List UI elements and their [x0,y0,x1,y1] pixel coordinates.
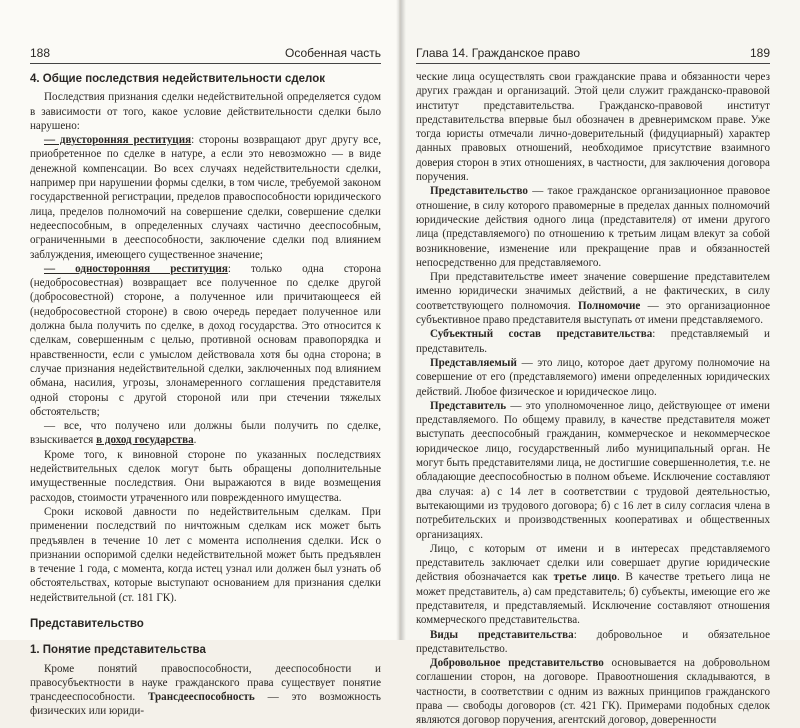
term-kinds: Виды представительства [430,628,574,641]
section-heading-consequences: 4. Общие последствия недействительности сделок [30,73,325,85]
left-page-text [30,70,381,719]
paragraph: Субъектный состав представительства: представляемый и представитель. [416,328,770,355]
right-page-number: 189 [749,46,770,60]
term-authority: Полномочие [578,299,641,312]
paragraph: Добровольное представительство основывается на добровольном соглашении сторон, на договоре. Правоотношения складываются, в частности, в соответствии с одним из важных принципов гражданского права — свободы договоров (ст. 421 ГК). Примерами подобных сделок являются договор поручения, агентский договор, доверенности [416,657,770,727]
paragraph: Виды представительства: добровольное и обязательное представительство. [416,628,771,655]
paragraph: — все, что получено или должны были получить по сделке, взыскивается в доход государства. [30,420,381,447]
right-page-text [416,70,770,728]
paragraph: Лицо, с которым от имени и в интересах представляемого представитель заключает сделки или совершает другие юридические действия обозначается как третье лицо. В качестве третьего лица не может представитель, а) сам представитель; б) субъекты, имеющие его же представителя, и представляемый. Исключение составляют отношения коммерческого представительства. [416,542,770,627]
paragraph: Представляемый — это лицо, которое дает другому полномочие на совершение от его (представляемого) имени определенных юридических действий. Любое физическое и юридическое лицо. [416,356,770,398]
subheading-concept: 1. Понятие представительства [30,644,206,657]
term-representation: Представительство [430,185,528,198]
paragraph: Кроме понятий правоспособности, дееспособности и правосубъектности в науке гражданского права существует понятие трансдееспособности. Трансдееспособность — это возможность физических или юриди- [30,662,381,718]
left-page [0,0,399,718]
left-running-title: Особенная часть [285,46,381,60]
paragraph: При представительстве имеет значение совершение представителем именно юридически значимых действий, а не фактических, в силу соответствующего полномочия. Полномочие — это организационное субъективное право представителя выступать от имени представляемого. [416,271,770,327]
term-bilateral-restitution: — двусторонняя реституция [44,134,192,147]
term-third-party: третье лицо [553,571,617,584]
term-transcapacity: Трансдееспособность [148,691,255,704]
paragraph: Сроки исковой давности по недействительным сделкам. При применении последствий по ничтожным сделкам иск может быть предъявлен в течение 10 лет с момента исполнения сделки. Иск о признании оспоримой сделки недействительной может быть предъявлен в течение 1 года, с момента, когда истец узнал или должен был узнать об обстоятельствах, которые выступают основанием для признания сделки недействительной (ст. 181 ГК). [30,505,381,604]
left-page-number: 188 [30,46,51,60]
right-running-head [416,46,770,64]
paragraph: Последствия признания сделки недействительной определяется судом в зависимости от того, какое условие действительности сделки было нарушено: [30,91,381,132]
section-heading-representation: Представительство [30,617,144,630]
left-running-head [30,46,381,64]
term-unilateral-restitution: — односторонняя реституция [44,262,228,275]
book-gutter-shadow [396,0,406,640]
right-page [401,0,800,727]
term-voluntary: Добровольное представительство [430,657,604,670]
paragraph: Представитель — это уполномоченное лицо, действующее от имени представляемого. По общему правилу, в качестве представителя может выступать дееспособный гражданин, коммерческое и некоммерческое юридическое лицо, государственный либо муниципальный орган. Не могут быть представителями лица, не достигшие совершеннолетия, т.е. не обладающие дееспособностью в полном объеме. Исключение составляют два случая: а) с 14 лет в соответствии с трудовой деятельностью, вытекающими из трудового договора; б) с 16 лет в силу согласия члена в потребительских и производственных кооперативах и общественных организациях. [416,399,770,541]
paragraph: — двусторонняя реституция: стороны возвращают друг другу все, приобретенное по сделке в натуре, а если это невозможно — в виде денежной компенсации. Во всех случаях недействительности сделки, например при нарушении формы сделки, в том числе, требуемой законом государственной регистрации, пределов правоспособности юридического лица, пределов полномочий на совершение сделки, совершение сделки недееспособным, в определенных случаях частично дееспособным, ограниченными в дееспособности, заключение сделки под влиянием заблуждения, имеющего существенное значение; [30,134,381,261]
term-representative: Представитель [430,399,507,412]
term-subject-composition: Субъектный состав представительства [430,328,653,341]
paragraph: — односторонняя реституция: только одна сторона (недобросовестная) возвращает все полученное по сделке другой (добросовестной) стороне, а полученное или причитающееся ей (недобросовестной стороне) в свою очередь передает полученное или должна была получить по сделке, в доход государства. Это относится к сделкам, совершенным с целью, противной основам правопорядка и нравственности, если с умыслом действовала хотя бы одна сторона; в случае признания недействительной сделки, заключенных под влиянием обмана, насилия, угрозы, злонамеренного соглашения представителя одной стороны с другой стороной или при стечении тяжелых обстоятельств; [30,262,381,418]
paragraph: ческие лица осуществлять свои гражданские права и обязанности через других граждан и организаций. Этой цели служит гражданско-правовой институт представительства. Гражданско-правовой институт представительства впервые был обозначен в древнеримском праве. Уже тогда юристы отмечали лично-доверительный (фидуциарный) характер данных правовых отношений, необходимое присутствие взаимного доверия сторон в этих отношениях, в частности, для заключения договора поручения. [416,71,770,184]
paragraph: Представительство — такое гражданское организационное правовое отношение, в силу которого правомерные в пределах данных полномочий юридические действия одного лица (представителя) от имени другого лица (представляемого) по отношению к третьим лицам влекут за собой возникновение, изменение или прекращение прав и обязанностей непосредственно для представляемого. [416,185,770,269]
term-state-income: в доход государства [96,434,194,447]
term-represented: Представляемый [430,356,517,369]
right-running-title: Глава 14. Гражданское право [416,46,581,60]
paragraph: Кроме того, к виновной стороне по указанных последствиях недействительных сделок могут быть обращены дополнительные имущественные последствия. Они выражаются в виде возмещения расходов, стоимости утраченного или поврежденного имущества. [30,448,381,504]
